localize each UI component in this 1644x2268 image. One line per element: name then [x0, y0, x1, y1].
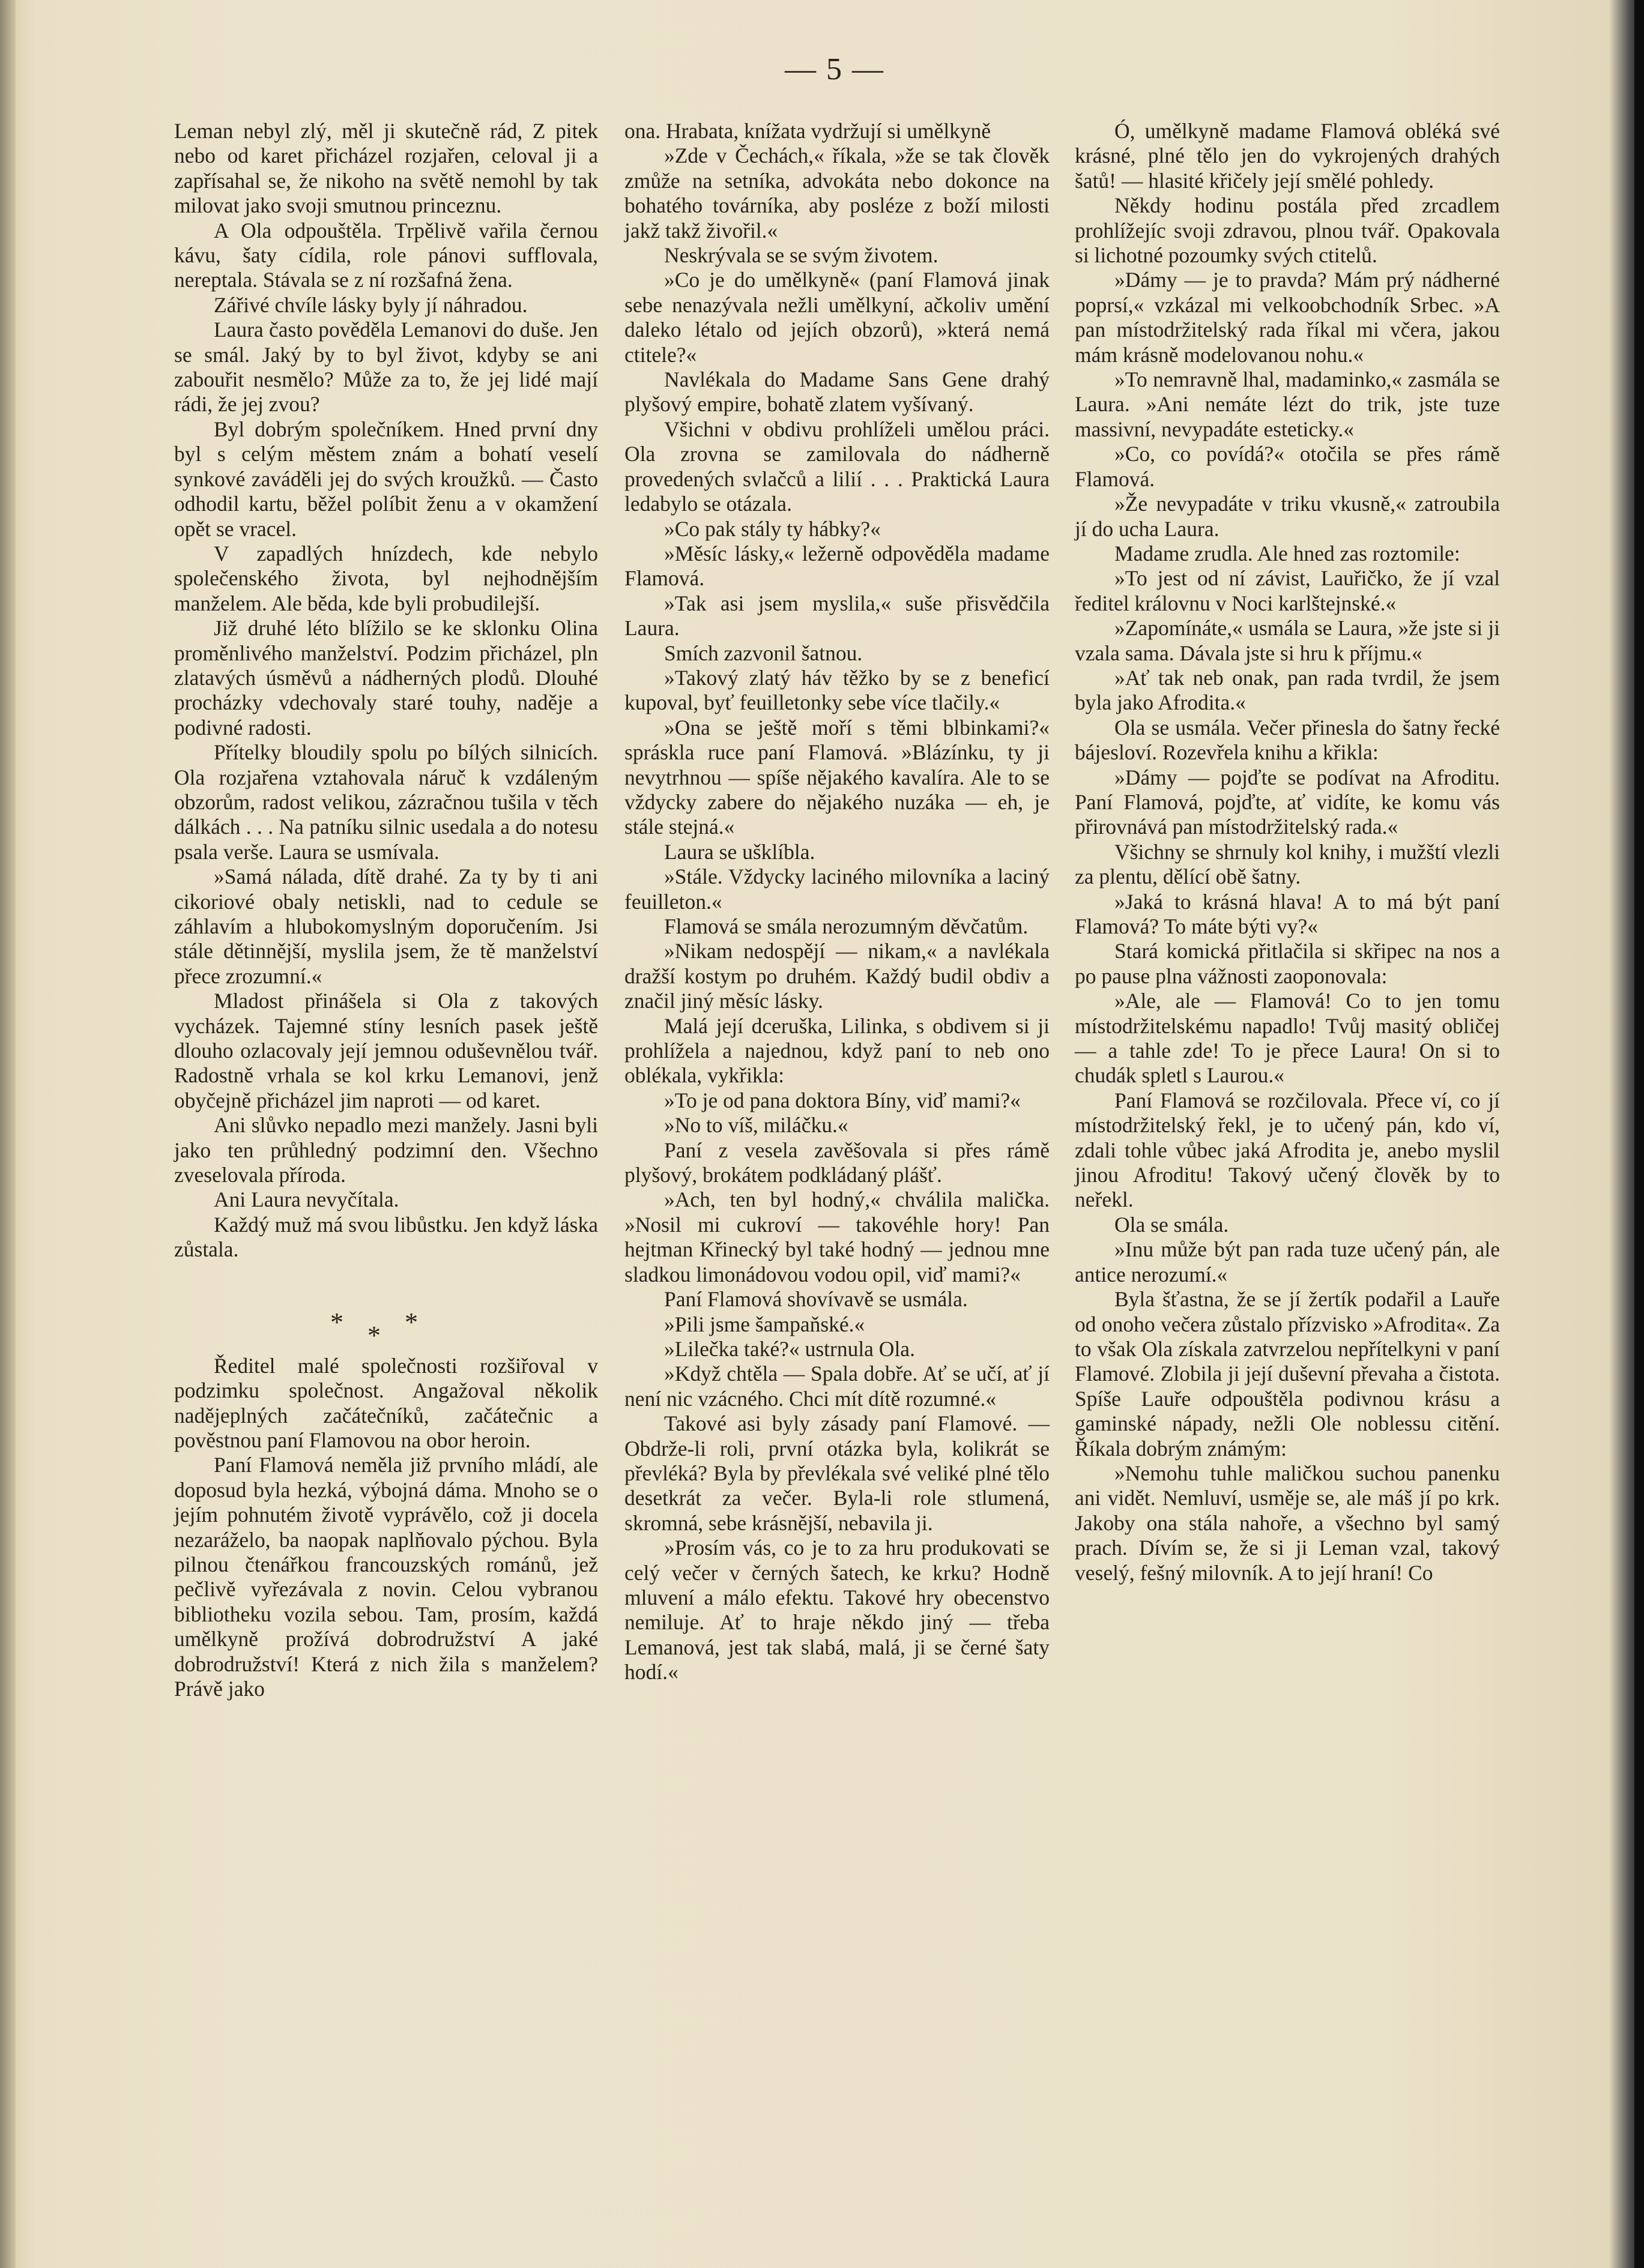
paragraph: »Ale, ale — Flamová! Co to jen tomu místodržitelskému napadlo! Tvůj masitý obličej — a tahle zde! To je přece Laura! On si to chudák spletl s Laurou.«	[1075, 989, 1500, 1088]
paragraph: Malá její dceruška, Lilinka, s obdivem si ji prohlížela a najednou, když paní to neb ono oblékala, vykřikla:	[624, 1013, 1050, 1088]
paragraph: Byla šťastna, že se jí žertík podařil a Lauře od onoho večera zůstalo přízvisko »Afrodita«. Za to však Ola získala zatvrzelou nepřítelkyni v paní Flamové. Zlobila ji její duševní převaha a čistota. Spíše Lauře odpouštěla podivnou krásu a gaminské nápady, nežli Ole noblessu citění. Říkala dobrým známým:	[1075, 1287, 1500, 1461]
paragraph: »Dámy — je to pravda? Mám prý nádherné poprsí,« vzkázal mi velkoobchodník Srbec. »A pan místodržitelský rada říkal mi včera, jakou mám krásně modelovanou nohu.«	[1075, 268, 1500, 367]
paragraph: Mladost přinášela si Ola z takových vycházek. Tajemné stíny lesních pasek ještě dlouho ozlacovaly její jemnou oduševnělou tvář. Radostně vrhala se kol krku Lemanovi, jenž obyčejně přicházel jim naproti — od karet.	[174, 989, 598, 1112]
paragraph: »Co, co povídá?« otočila se přes rámě Flamová.	[1075, 442, 1500, 491]
column-middle	[624, 119, 1050, 1685]
page-number: — 5 —	[785, 52, 884, 86]
paragraph: Flamová se smála nerozumným děvčatům.	[664, 914, 1029, 938]
column-left	[174, 119, 598, 1701]
paragraph: Paní Flamová neměla již prvního mládí, ale doposud byla hezká, výbojná dáma. Mnoho se o jejím pohnutém životě vyprávělo, což ji docela nezaráželo, ba naopak naplňovalo pýchou. Byla pilnou čtenářkou francouzských románů, jež pečlivě vyřezávala z novin. Celou vybranou bibliotheku vozila sebou. Tam, prosím, každá umělkyně prožívá dobrodružství A jaké dobrodružství! Která z nich žila s manželem? Právě jako	[174, 1453, 598, 1701]
paragraph: A Ola odpouštěla. Trpělivě vařila černou kávu, šaty cídila, role pánovi sufflovala, nereptala. Stávala se z ní rozšafná žena.	[174, 218, 598, 292]
paragraph: »Nikam nedospějí — nikam,« a navlékala dražší kostym po druhém. Každý budil obdiv a značil jiný měsíc lásky.	[624, 939, 1050, 1013]
paragraph: »To nemravně lhal, madaminko,« zasmála se Laura. »Ani nemáte lézt do trik, jste tuze massivní, nevypadáte esteticky.«	[1075, 367, 1500, 441]
paragraph: Madame zrudla. Ale hned zas roztomile:	[1114, 541, 1460, 565]
paragraph: »Jaká to krásná hlava! A to má být paní Flamová? To máte býti vy?«	[1075, 889, 1500, 938]
paragraph: Smích zazvonil šatnou.	[664, 641, 863, 665]
paragraph: »Inu může být pan rada tuze učený pán, ale antice nerozumí.«	[1075, 1237, 1500, 1286]
paragraph: »Ona se ještě moří s těmi blbinkami?« spráskla ruce paní Flamová. »Blázínku, ty ji nevytrhnou — spíše nějakého kavalíra. Ale to se vždycky zabere do nějakého nuzáka — eh, je stále stejná.«	[624, 715, 1050, 839]
paragraph: Přítelky bloudily spolu po bílých silnicích. Ola rozjařena vztahovala náruč k vzdáleným obzorům, radost velikou, zázračnou tušila v těch dálkách . . . Na patníku silnic usedala a do notesu psala verše. Laura se usmívala.	[174, 740, 598, 864]
paragraph: »Ať tak neb onak, pan rada tvrdil, že jsem byla jako Afrodita.«	[1075, 665, 1500, 715]
paragraph: Stará komická přitlačila si skřipec na nos a po pause plna vážnosti zaoponovala:	[1075, 939, 1500, 988]
paragraph: Ani slůvko nepadlo mezi manžely. Jasni byli jako ten průhledný podzimní den. Všechno zveselovala příroda.	[174, 1113, 598, 1187]
paragraph: Leman nebyl zlý, měl ji skutečně rád, Z pitek nebo od karet přicházel rozjařen, celoval ji a zapřísahal se, že nikoho na světě nemohl by tak milovat jako svoji smutnou princeznu.	[174, 119, 598, 218]
paragraph: »Co pak stály ty hábky?«	[664, 516, 881, 541]
paragraph: Zářivé chvíle lásky byly jí náhradou.	[214, 292, 528, 317]
paragraph: Ola se smála.	[1114, 1212, 1229, 1237]
paragraph: »Tak asi jsem myslila,« suše přisvědčila Laura.	[624, 591, 1050, 641]
paragraph: Paní Flamová se rozčilovala. Přece ví, co jí místodržitelský řekl, je to učený pán, kdo ví, zdali tohle vůbec jaká Afrodita je, anebo myslil jinou Afroditu! Takový učený člověk by to neřekl.	[1075, 1088, 1500, 1212]
paragraph: Paní Flamová shovívavě se usmála.	[664, 1287, 968, 1312]
paragraph: V zapadlých hnízdech, kde nebylo společenského života, byl nejhodnějším manželem. Ale běda, kde byli probudilejší.	[174, 541, 598, 615]
paragraph: Navlékala do Madame Sans Gene drahý plyšový empire, bohatě zlatem vyšívaný.	[624, 367, 1050, 417]
paragraph: »Měsíc lásky,« ležerně odpověděla madame Flamová.	[624, 541, 1050, 591]
paragraph: Ani Laura nevyčítala.	[214, 1187, 399, 1212]
paragraph: »No to víš, miláčku.«	[664, 1113, 848, 1138]
paragraph: Ola se usmála. Večer přinesla do šatny řecké bájesloví. Rozevřela knihu a křikla:	[1075, 715, 1500, 765]
paragraph: ona. Hrabata, knížata vydržují si umělkyně	[624, 119, 991, 143]
paragraph: »Dámy — pojďte se podívat na Afroditu. Paní Flamová, pojďte, ať vidíte, ke komu vás přirovnává pan místodržitelský rada.«	[1075, 765, 1500, 839]
paragraph: »Ach, ten byl hodný,« chválila malička. »Nosil mi cukroví — takovéhle hory! Pan hejtman Křinecký byl také hodný — jednou mne sladkou limonádovou vodou opil, viď mami?«	[624, 1187, 1050, 1286]
paragraph: Všichny se shrnuly kol knihy, i mužští vlezli za plentu, dělící obě šatny.	[1075, 839, 1500, 889]
paragraph: Každý muž má svou libůstku. Jen když láska zůstala.	[174, 1212, 598, 1262]
paragraph: »Nemohu tuhle maličkou suchou panenku ani vidět. Nemluví, usměje se, ale máš jí po krk. Jakoby ona stála nahoře, a všechno byl samý prach. Dívím se, že si ji Leman vzal, takový veselý, fešný milovník. A to její hraní! Co	[1075, 1461, 1500, 1585]
paragraph: »Pili jsme šampaňské.«	[664, 1312, 865, 1336]
paragraph: Takové asi byly zásady paní Flamové. — Obdrže-li roli, první otázka byla, kolikrát se převléká? Byla by převlékala své veliké plné tělo desetkrát za večer. Byla-li role stlumená, skromná, sebe krásnější, nebavila ji.	[624, 1411, 1050, 1535]
paragraph: »Lilečka také?« ustrnula Ola.	[664, 1336, 915, 1361]
paragraph: Již druhé léto blížilo se ke sklonku Olina proměnlivého manželství. Podzim přicházel, pln zlatavých úsměvů a nádherných plodů. Dlouhé procházky vdechovaly staré touhy, naděje a podivné radosti.	[174, 616, 598, 740]
scan-border	[1634, 0, 1644, 2268]
paragraph: Ředitel malé společnosti rozšiřoval v podzimku společnost. Angažoval několik nadějeplných začátečníků, začátečnic a pověstnou paní Flamovou na obor heroin.	[174, 1353, 598, 1452]
paragraph: Laura často pověděla Lemanovi do duše. Jen se smál. Jaký by to byl život, kdyby se ani zabouřit nesmělo? Může za to, že jej lidé mají rádi, že jej zvou?	[174, 318, 598, 417]
binding-edge	[0, 0, 16, 2268]
column-right	[1075, 119, 1500, 1585]
paragraph: »Zde v Čechách,« říkala, »že se tak člověk zmůže na setníka, advokáta nebo dokonce na bohatého továrníka, aby posléze z boží milosti jakž takž živořil.«	[624, 143, 1050, 243]
paragraph: Laura se ušklíbla.	[664, 839, 815, 864]
paragraph: Někdy hodinu postála před zrcadlem prohlížejíc svoji zdravou, plnou tvář. Opakovala si lichotné pozoumky svých ctitelů.	[1075, 193, 1500, 268]
paragraph: »To jest od ní závist, Lauřičko, že jí vzal ředitel královnu v Noci karlštejnské.«	[1075, 566, 1500, 615]
paragraph: »Že nevypadáte v triku vkusně,« zatroubila jí do ucha Laura.	[1075, 492, 1500, 541]
paragraph: Byl dobrým společníkem. Hned první dny byl s celým městem znám a bohatí veselí synkové zaváděli jej do svých kroužků. — Často odhodil kartu, běžel políbit ženu a v okamžení opět se vracel.	[174, 417, 598, 541]
paragraph: Neskrývala se se svým životem.	[664, 243, 938, 268]
section-separator-asterisks: ***	[330, 1307, 442, 1350]
paragraph: »Prosím vás, co je to za hru produkovati se celý večer v černých šatech, ke krku? Hodně mluvení a málo efektu. Takové hry obecenstvo nemiluje. Ať to hraje někdo jiný — třeba Lemanová, jest tak slabá, malá, ji se černé šaty hodí.«	[624, 1536, 1050, 1684]
paragraph: Ó, umělkyně madame Flamová obléká své krásné, plné tělo jen do vykrojených drahých šatů! — hlasité křičely její smělé pohledy.	[1075, 119, 1500, 193]
paragraph: »Samá nálada, dítě drahé. Za ty by ti ani cikoriové obaly netiskli, nad to cedule se záhlavím a hlubokomyslným doporučením. Jsi stále dětinnější, myslila jsem, že tě manželství přece zrozumní.«	[174, 864, 598, 988]
paragraph: Všichni v obdivu prohlíželi umělou práci. Ola zrovna se zamilovala do nádherně provedených svlačců a lilií . . . Praktická Laura ledabylo se otázala.	[624, 417, 1050, 516]
paragraph: »Zapomínáte,« usmála se Laura, »že jste si ji vzala sama. Dávala jste si hru k příjmu.«	[1075, 616, 1500, 665]
paragraph: »Když chtěla — Spala dobře. Ať se učí, ať jí není nic vzácného. Chci mít dítě rozumné.«	[624, 1362, 1050, 1411]
paragraph: Paní z vesela zavěšovala si přes rámě plyšový, brokátem podkládaný plášť.	[624, 1138, 1050, 1187]
paragraph: »Stále. Vždycky laciného milovníka a laciný feuilleton.«	[624, 864, 1050, 914]
paragraph: »Co je do umělkyně« (paní Flamová jinak sebe nenazývala nežli umělkyní, ačkoliv umění daleko létalo od jejích obzorů), »která nemá ctitele?«	[624, 268, 1050, 367]
paragraph: »To je od pana doktora Bíny, viď mami?«	[664, 1088, 1021, 1112]
paragraph: »Takový zlatý háv těžko by se z beneficí kupoval, byť feuilletonky sebe více tlačily.«	[624, 665, 1050, 715]
